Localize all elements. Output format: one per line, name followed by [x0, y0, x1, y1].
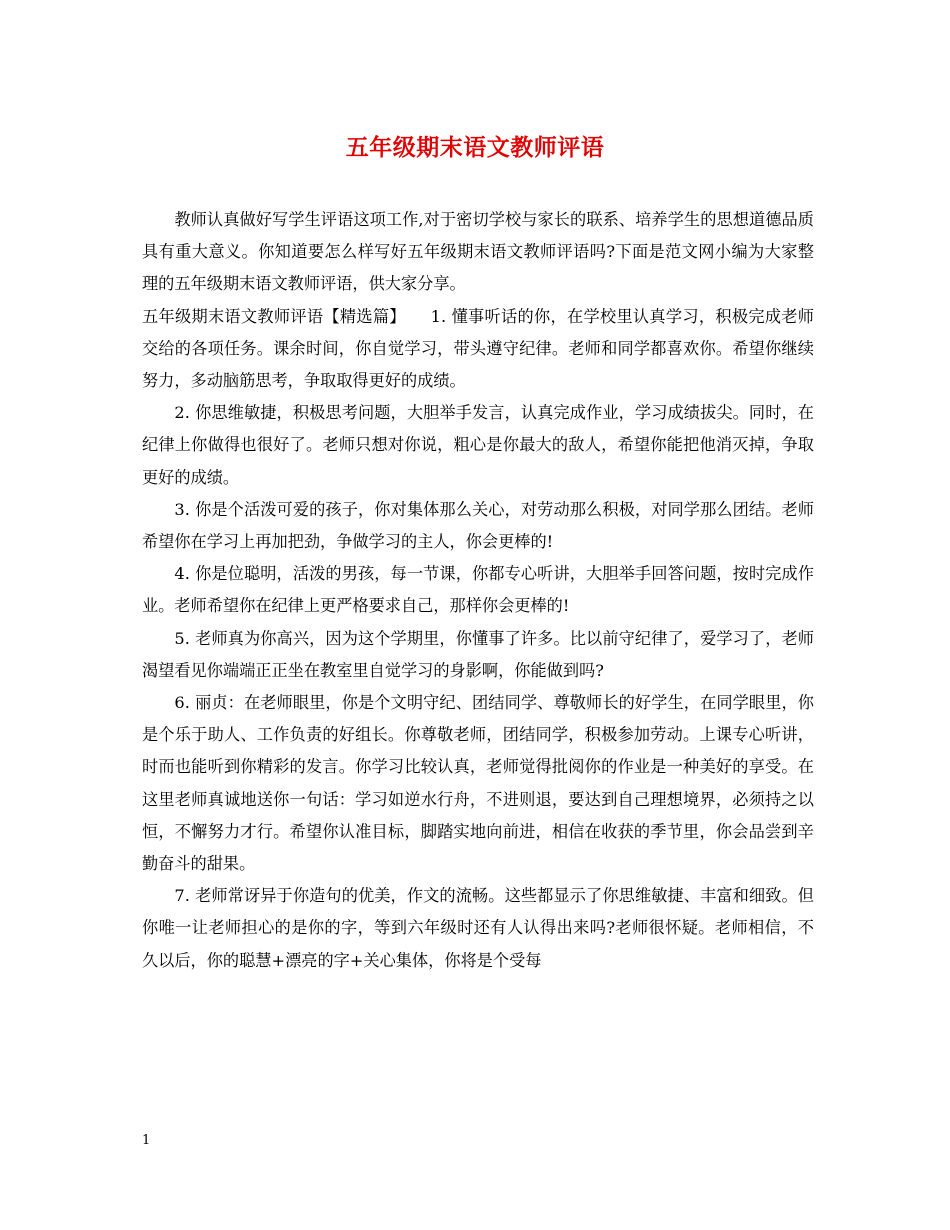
- paragraph-comment-7: 7. 老师常讶异于你造句的优美，作文的流畅。这些都显示了你思维敏捷、丰富和细致。但你唯一让老师担心的是你的字，等到六年级时还有人认得出来吗?老师很怀疑。老师相信，不久以后，你的聪慧+漂亮的字+关心集体，你将是个受每: [142, 886, 814, 970]
- paragraph-comment-2: 2. 你思维敏捷，积极思考问题，大胆举手发言，认真完成作业，学习成绩拔尖。同时，在纪律上你做得也很好了。老师只想对你说，粗心是你最大的敌人，希望你能把他消灭掉，争取更好的成绩。: [142, 403, 814, 487]
- paragraph-comment-1: 五年级期末语文教师评语【精选篇】 1. 懂事听话的你，在学校里认真学习，积极完成老师交给的各项任务。课余时间，你自觉学习，带头遵守纪律。老师和同学都喜欢你。希望你继续努力，多动脑筋思考，争取取得更好的成绩。: [142, 306, 814, 391]
- paragraph-comment-6: 6. 丽贞：在老师眼里，你是个文明守纪、团结同学、尊敬师长的好学生，在同学眼里，你是个乐于助人、工作负责的好组长。你尊敬老师，团结同学，积极参加劳动。上课专心听讲，时而也能听到你精彩的发言。你学习比较认真，老师觉得批阅你的作业是一种美好的享受。在这里老师真诚地送你一句话：学习如逆水行舟，不进则退，要达到自己理想境界，必须持之以恒，不懈努力才行。希望你认准目标，脚踏实地向前进，相信在收获的季节里，你会品尝到辛勤奋斗的甜果。: [142, 693, 814, 874]
- paragraph-comment-5: 5. 老师真为你高兴，因为这个学期里，你懂事了许多。比以前守纪律了，爱学习了，老师渴望看见你端端正正坐在教室里自觉学习的身影啊，你能做到吗?: [142, 628, 814, 680]
- paragraph-comment-3: 3. 你是个活泼可爱的孩子，你对集体那么关心，对劳动那么积极，对同学那么团结。老师希望你在学习上再加把劲，争做学习的主人，你会更棒的!: [142, 499, 814, 552]
- paragraph-intro: 教师认真做好写学生评语这项工作,对于密切学校与家长的联系、培养学生的思想道德品质具有重大意义。你知道要怎么样写好五年级期末语文教师评语吗?下面是范文网小编为大家整理的五年级期末语文教师评语，供大家分享。: [142, 210, 814, 294]
- document-title: 五年级期末语文教师评语: [345, 134, 605, 161]
- page-number: 1: [142, 1133, 151, 1148]
- paragraph-comment-4: 4. 你是位聪明，活泼的男孩，每一节课，你都专心听讲，大胆举手回答问题，按时完成作业。老师希望你在纪律上更严格要求自己，那样你会更棒的!: [142, 564, 814, 616]
- document-body: [142, 204, 814, 977]
